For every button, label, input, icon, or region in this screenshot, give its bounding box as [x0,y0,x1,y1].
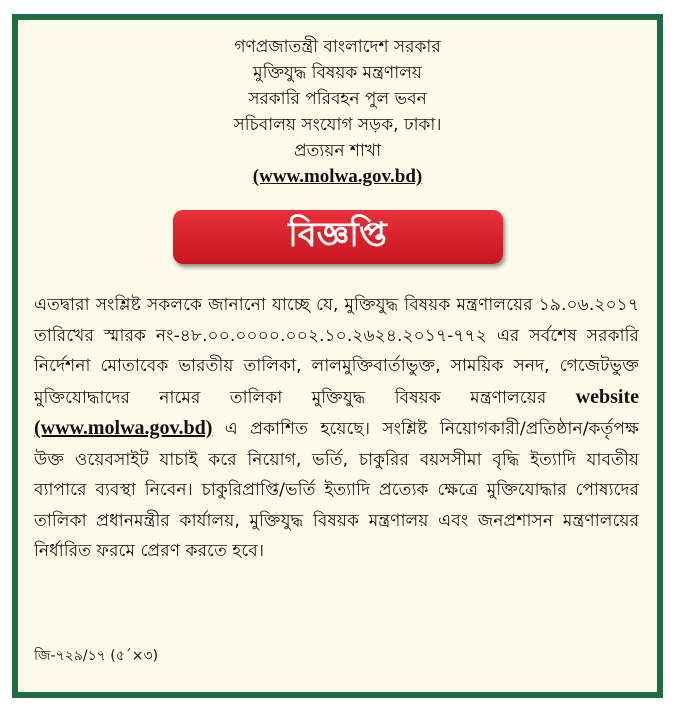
notice-body [34,290,639,567]
government-name: গণপ্রজাতন্ত্রী বাংলাদেশ সরকার [234,37,441,57]
reference-code: জি-৭২৯/১৭ (৫´×৩) [34,648,159,664]
header-website-link[interactable]: (www.molwa.gov.bd) [252,166,423,187]
notice-text-part1: এতদ্বারা সংশ্লিষ্ট সকলকে জানানো যাচ্ছে যে, মুক্তিযুদ্ধ বিষয়ক মন্ত্রণালয়ের ১৯.০৬.২০১৭ তারিখের স্মারক নং-৪৮.০০.০০০০.০০২.১০.২৬২৪.২০১৭-৭৭২ এর সর্বশেষ সরকারি নির্দেশনা মোতাবেক ভারতীয় তালিকা, লালমুক্তিবার্তাভুক্ত, সাময়িক সনদ, গেজেটভুক্ত মুক্তিযোদ্ধাদের নামের তালিকা মুক্তিযুদ্ধ বিষয়ক মন্ত্রণালয়ের [34,295,639,408]
notice-text-part2: এ প্রকাশিত হয়েছে। সংশ্লিষ্ট নিয়োগকারী/প্রতিষ্ঠান/কর্তৃপক্ষ উক্ত ওয়েবসাইট যাচাই করে নিয়োগ, ভর্তি, চাকুরির বয়সসীমা বৃদ্ধি ইত্যাদি যাবতীয় ব্যাপারে ব্যবস্থা নিবেন। চাকুরিপ্রাপ্তি/ভর্তি ইত্যাদি প্রত্যেক ক্ষেত্রে মুক্তিযোদ্ধার পোষ্যদের তালিকা প্রধানমন্ত্রীর কার্যালয়, মুক্তিযুদ্ধ বিষয়ক মন্ত্রণালয় এবং জনপ্রশাসন মন্ত্রণালয়ের নির্ধারিত ফরমে প্রেরণ করতে হবে। [34,419,639,561]
body-website-link[interactable]: (www.molwa.gov.bd) [34,417,213,439]
notice-frame [12,14,663,698]
ministry-name: মুক্তিযুদ্ধ বিষয়ক মন্ত্রণালয় [253,63,422,83]
website-word: website [575,385,639,408]
banner-title: বিজ্ঞপ্তি [288,214,387,255]
building-name: সরকারি পরিবহন পুল ভবন [248,89,427,109]
notice-header [18,34,657,190]
address: সচিবালয় সংযোগ সড়ক, ঢাকা। [233,115,442,135]
notice-banner [173,210,503,264]
section-name: প্রত্যয়ন শাখা [293,141,382,161]
